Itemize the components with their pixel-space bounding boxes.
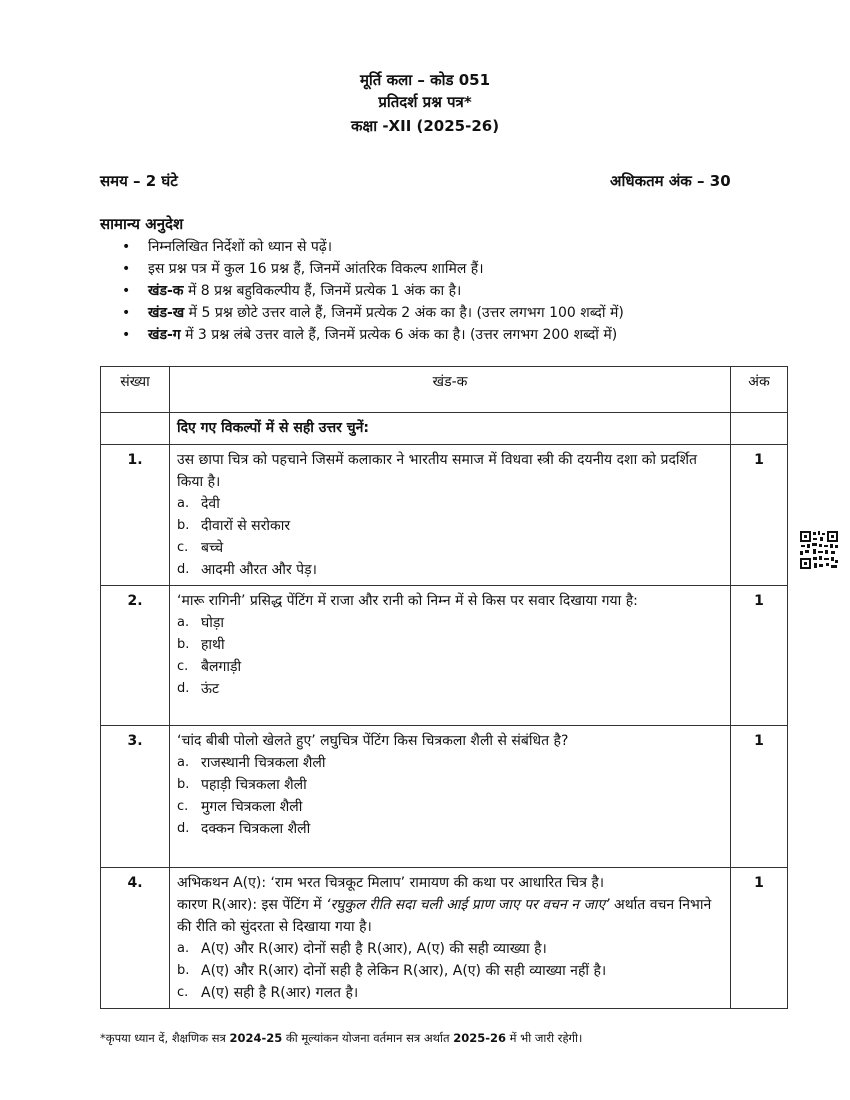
instruction-text: में 8 प्रश्न बहुविकल्पीय हैं, जिनमें प्रत्येक 1 अंक का है। (183, 283, 462, 299)
options-list (177, 493, 723, 581)
question-number: 1. (101, 445, 170, 586)
option-item (177, 774, 723, 796)
option-text: मुगल चित्रकला शैली (201, 799, 303, 815)
class-line: कक्षा -XII (2025-26) (350, 117, 500, 135)
instructions-heading: सामान्य अनुदेश (100, 215, 184, 233)
option-text: देवी (201, 496, 220, 512)
options-list (177, 752, 723, 840)
option-text: आदमी औरत और पेड़। (201, 562, 317, 578)
instruction-bold: खंड-ग (148, 327, 181, 343)
option-letter: d. (177, 821, 190, 836)
option-letter: c. (177, 659, 189, 674)
option-letter: d. (177, 681, 190, 696)
option-item (177, 612, 723, 634)
option-item (177, 656, 723, 678)
option-letter: c. (177, 985, 189, 1000)
time-allowed: समय – 2 घंटे (100, 172, 178, 190)
option-letter: a. (177, 755, 190, 770)
footnote-suffix: में भी जारी रहेगी। (505, 1031, 583, 1045)
option-item (177, 493, 723, 515)
instruction-text: निम्नलिखित निर्देशों को ध्यान से पढ़ें। (148, 239, 333, 255)
question-cell (170, 868, 731, 1009)
question-number: 2. (101, 586, 170, 726)
option-text: A(ए) और R(आर) दोनों सही है लेकिन R(आर), A(ए) की सही व्याख्या नहीं है। (201, 963, 607, 979)
table-row (101, 445, 788, 586)
option-item (177, 982, 723, 1004)
reason-suffix: अर्थात वचन निभाने की रीति को सुंदरता से दिखाया गया है। (177, 897, 712, 935)
option-item (177, 818, 723, 840)
option-text: A(ए) और R(आर) दोनों सही है R(आर), A(ए) की सही व्याख्या है। (201, 941, 547, 957)
paper-subtitle: प्रतिदर्श प्रश्न पत्र* (378, 93, 472, 111)
reason-prefix: कारण R(आर): इस पेंटिंग में (177, 897, 327, 913)
option-item (177, 559, 723, 581)
empty-cell (101, 413, 170, 445)
table-row (101, 726, 788, 868)
column-header-marks: अंक (731, 367, 788, 413)
option-text: ऊंट (201, 681, 220, 697)
option-text: राजस्थानी चित्रकला शैली (201, 755, 326, 771)
option-letter: a. (177, 941, 190, 956)
assertion-text: अभिकथन A(ए): ‘राम भरत चित्रकूट मिलाप’ रामायण की कथा पर आधारित चित्र है। (177, 875, 605, 891)
reason-text (177, 894, 723, 938)
question-text: ‘मारू रागिनी’ प्रसिद्ध पेंटिंग में राजा और रानी को निम्न में से किस पर सवार दिखाया गया है: (177, 593, 638, 609)
qr-code-icon (799, 530, 839, 570)
option-text: पहाड़ी चित्रकला शैली (201, 777, 307, 793)
column-header-section: खंड-क (170, 367, 731, 413)
instruction-text: में 3 प्रश्न लंबे उत्तर वाले हैं, जिनमें प्रत्येक 6 अंक का है। (उत्तर लगभग 200 शब्दों में) (180, 327, 618, 343)
option-item (177, 938, 723, 960)
option-item (177, 537, 723, 559)
question-cell (170, 586, 731, 726)
question-marks: 1 (731, 726, 788, 868)
option-item (177, 960, 723, 982)
instruction-item (100, 236, 800, 258)
option-letter: a. (177, 496, 190, 511)
instruction-item (100, 280, 800, 302)
reason-quote: ‘रघुकुल रीति सदा चली आई प्राण जाए पर वचन न जाए’ (326, 897, 610, 913)
instruction-text: इस प्रश्न पत्र में कुल 16 प्रश्न हैं, जिनमें आंतरिक विकल्प शामिल हैं। (148, 261, 484, 277)
option-item (177, 634, 723, 656)
instruction-item (100, 258, 800, 280)
options-list (177, 612, 723, 700)
paper-title: मूर्ति कला – कोड 051 (359, 71, 491, 89)
max-marks: अधिकतम अंक – 30 (610, 172, 731, 190)
options-list (177, 938, 723, 1004)
option-letter: c. (177, 799, 189, 814)
instructions-list (100, 236, 800, 346)
footnote (100, 1031, 582, 1046)
question-marks: 1 (731, 586, 788, 726)
section-instruction: दिए गए विकल्पों में से सही उत्तर चुनें: (170, 413, 731, 445)
option-letter: b. (177, 777, 190, 792)
instruction-bold: खंड-क (148, 283, 184, 299)
option-item (177, 678, 723, 700)
instruction-item (100, 324, 800, 346)
instruction-item (100, 302, 800, 324)
option-text: बैलगाड़ी (201, 659, 242, 675)
option-letter: b. (177, 637, 190, 652)
option-letter: a. (177, 615, 190, 630)
section-instruction-row (101, 413, 788, 445)
empty-cell (731, 413, 788, 445)
option-letter: c. (177, 540, 189, 555)
column-header-number: संख्या (101, 367, 170, 413)
table-header-row (101, 367, 788, 413)
option-text: दीवारों से सरोकार (201, 518, 291, 534)
option-item (177, 752, 723, 774)
option-letter: d. (177, 562, 190, 577)
option-text: हाथी (201, 637, 225, 653)
footnote-session-new: 2025-26 (453, 1031, 506, 1045)
table-row (101, 868, 788, 1009)
question-number: 3. (101, 726, 170, 868)
option-letter: b. (177, 963, 190, 978)
option-text: A(ए) सही है R(आर) गलत है। (201, 985, 359, 1001)
question-text: उस छापा चित्र को पहचाने जिसमें कलाकार ने भारतीय समाज में विधवा स्त्री की दयनीय दशा को प्रदर्शित किया है। (177, 452, 697, 490)
option-text: घोड़ा (201, 615, 225, 631)
questions-table (100, 366, 788, 1009)
option-item (177, 796, 723, 818)
question-marks: 1 (731, 868, 788, 1009)
option-text: दक्कन चित्रकला शैली (201, 821, 311, 837)
instruction-text: में 5 प्रश्न छोटे उत्तर वाले हैं, जिनमें प्रत्येक 2 अंक का है। (उत्तर लगभग 100 शब्दों में) (184, 305, 624, 321)
option-text: बच्चे (201, 540, 224, 556)
question-text: ‘चांद बीबी पोलो खेलते हुए’ लघुचित्र पेंटिंग किस चित्रकला शैली से संबंधित है? (177, 733, 569, 749)
table-row (101, 586, 788, 726)
instruction-bold: खंड-ख (148, 305, 185, 321)
footnote-middle: की मूल्यांकन योजना वर्तमान सत्र अर्थात (282, 1031, 454, 1045)
question-cell (170, 726, 731, 868)
question-marks: 1 (731, 445, 788, 586)
question-number: 4. (101, 868, 170, 1009)
question-cell (170, 445, 731, 586)
option-item (177, 515, 723, 537)
footnote-prefix: *कृपया ध्यान दें, शैक्षणिक सत्र (100, 1031, 230, 1045)
option-letter: b. (177, 518, 190, 533)
footnote-session-old: 2024-25 (229, 1031, 283, 1045)
